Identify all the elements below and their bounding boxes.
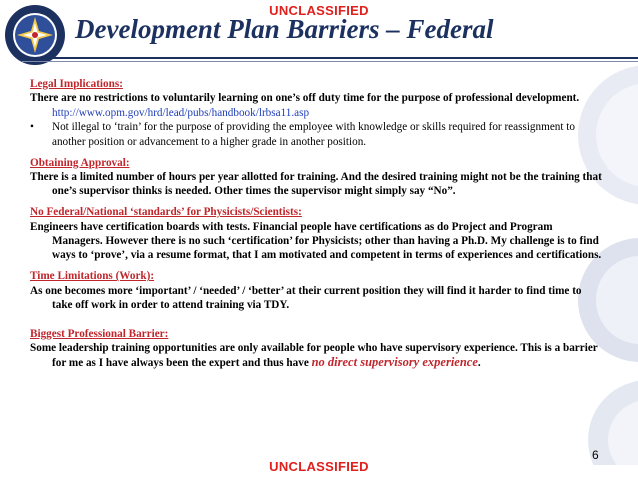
content-body: [30, 77, 602, 377]
section-heading-standards: No Federal/National ‘standards’ for Physicists/Scientists:: [30, 206, 302, 219]
section-heading-approval: Obtaining Approval:: [30, 156, 130, 169]
time-text: As one becomes more ‘important’ / ‘needed’ / ‘better’ at their current position they will find it harder to find time to take off work in order to attend training via TDY.: [30, 284, 582, 312]
section-time: [30, 269, 602, 312]
biggest-end: .: [477, 357, 481, 370]
biggest-text: Some leadership training opportunities are only available for people who have supervisory experience. This is a barrier for me as I have always been the expert and thus have: [30, 342, 598, 370]
section-heading-biggest: Biggest Professional Barrier:: [30, 327, 169, 340]
section-standards: [30, 205, 602, 263]
bullet-dot: •: [30, 121, 34, 134]
legal-bullet: [30, 120, 602, 149]
legal-paragraph: [30, 91, 602, 120]
title-underline-thin: [22, 61, 638, 62]
classification-banner-bottom: UNCLASSIFIED: [269, 459, 369, 474]
section-approval: [30, 156, 602, 199]
page-number: 6: [592, 448, 599, 462]
biggest-emphasis: no direct supervisory experience: [311, 355, 478, 370]
opm-handbook-link[interactable]: http://www.opm.gov/hrd/lead/pubs/handbook/lrbsa11.asp: [52, 106, 310, 119]
biggest-paragraph: [30, 341, 602, 371]
legal-bullet-text: Not illegal to ‘train’ for the purpose of providing the employee with knowledge or skills required for reassignment to another position or advancement to a higher grade in another position.: [52, 121, 575, 148]
section-biggest: [30, 327, 602, 371]
classification-banner-top: UNCLASSIFIED: [269, 3, 369, 18]
section-legal: [30, 77, 602, 149]
approval-text: There is a limited number of hours per year allotted for training. And the desired training might not be the training that one’s supervisor thinks is needed. Other times the supervisor might simply say “No”.: [30, 170, 602, 198]
standards-text: Engineers have certification boards with tests. Financial people have certifications as do Project and Program Managers. However there is no such ‘certification’ for Physicists; other than having a Ph.D. My challenge is to find ways to ‘prove’, via a resume format, that I am motivated and competent in terms of experiences and certifications.: [30, 220, 602, 262]
title-underline: [22, 57, 638, 59]
legal-text: There are no restrictions to voluntarily learning on one’s off duty time for the purpose of professional development.: [30, 92, 580, 105]
section-heading-legal: Legal Implications:: [30, 78, 123, 90]
section-heading-time: Time Limitations (Work):: [30, 270, 155, 283]
page-title: Development Plan Barriers – Federal: [75, 14, 494, 44]
